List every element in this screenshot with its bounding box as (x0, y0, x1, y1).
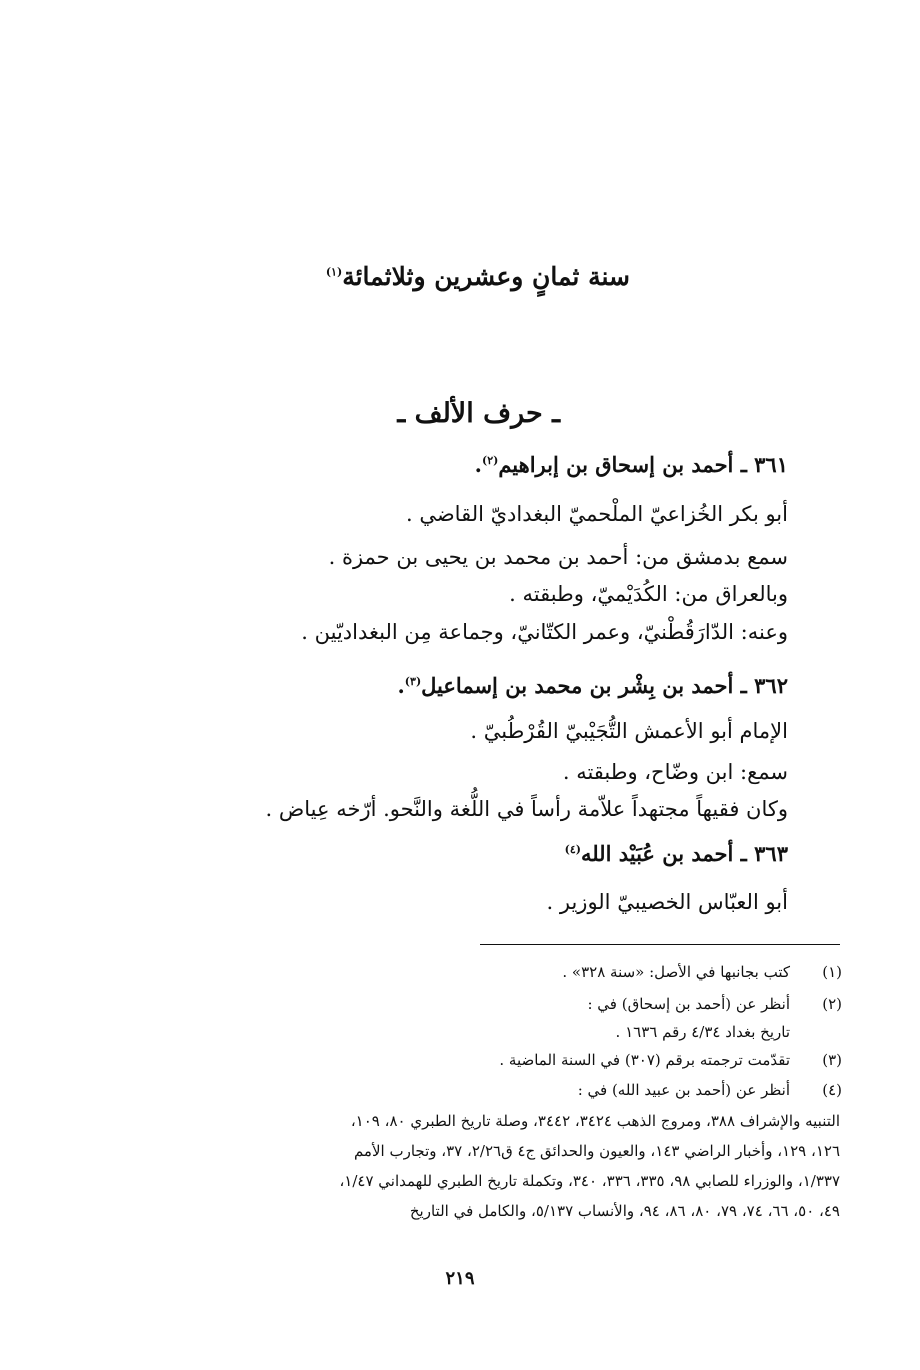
footnote-ref-2: (٢) (481, 454, 499, 467)
entry-362-heading (397, 673, 788, 698)
entry-line: سمع بدمشق من: أحمد بن محمد بن يحيى بن حمزة . (328, 545, 788, 569)
entry-heading-text: ٣٦١ ـ أحمد بن إسحاق بن إبراهيم (498, 452, 788, 477)
section-title: ـ حرف الألف ـ (397, 398, 560, 429)
year-title-text: سنة ثمانٍ وعشرين وثلاثمائة (342, 262, 630, 291)
footnote-line: أنظر عن (أحمد بن عبيد الله) في : (577, 1081, 790, 1099)
footnote-separator (480, 944, 840, 945)
footnote-line: تاريخ بغداد ٤/٣٤ رقم ١٦٣٦ . (615, 1023, 790, 1041)
entry-line: الإمام أبو الأعمش التُّجَيْبيّ القُرْطُبيّ . (470, 719, 788, 743)
entry-line: سمع: ابن وضّاح، وطبقته . (562, 760, 788, 784)
entry-heading-text: ٣٦٣ ـ أحمد بن عُبَيْد الله (580, 841, 788, 866)
entry-line: وعنه: الدّارَقُطْنيّ، وعمر الكتّانيّ، وجماعة مِن البغداديّين . (301, 620, 788, 644)
heading-end: . (397, 673, 405, 698)
footnote-ref-1: (١) (325, 265, 343, 279)
footnote-number: (٣) (822, 1051, 842, 1069)
footnote-ref-3: (٣) (404, 675, 422, 688)
entry-line: وبالعراق من: الكُدَيْميّ، وطبقته . (509, 582, 788, 606)
footnote-line: تقدّمت ترجمته برقم (٣٠٧) في السنة الماضية . (499, 1051, 790, 1069)
footnote-line: ١/٣٣٧، والوزراء للصابي ٩٨، ٣٣٥، ٣٣٦، ٣٤٠، وتكملة تاريخ الطبري للهمداني ١/٤٧، (339, 1172, 840, 1190)
footnote-ref-4: (٤) (564, 843, 581, 856)
footnote-line: كتب بجانبها في الأصل: «سنة ٣٢٨» . (562, 963, 790, 981)
heading-end: . (474, 452, 482, 477)
footnote-line: أنظر عن (أحمد بن إسحاق) في : (587, 995, 790, 1013)
entry-heading-text: ٣٦٢ ـ أحمد بن بِشْر بن محمد بن إسماعيل (421, 673, 788, 698)
footnote-number: (١) (822, 963, 842, 981)
year-title (326, 262, 630, 291)
footnote-number: (٤) (822, 1081, 842, 1099)
footnote-line: التنبيه والإشراف ٣٨٨، ومروج الذهب ٣٤٢٤، ٣٤٤٢، وصلة تاريخ الطبري ٨٠، ١٠٩، (350, 1112, 840, 1130)
entry-line: وكان فقيهاً مجتهداً علاّمة رأساً في اللُّغة والنَّحو. أرّخه عِياض . (265, 797, 788, 821)
entry-line: أبو العبّاس الخصيبيّ الوزير . (546, 890, 788, 914)
footnote-line: ١٢٦، ١٢٩، وأخبار الراضي ١٤٣، والعيون والحدائق ج٤ ق٢/٢٦، ٣٧، وتجارب الأمم (353, 1142, 840, 1160)
footnote-line: ٤٩، ٥٠، ٦٦، ٧٤، ٧٩، ٨٠، ٨٦، ٩٤، والأنساب ٥/١٣٧، والكامل في التاريخ (409, 1202, 840, 1220)
entry-line: أبو بكر الخُزاعيّ الملْحميّ البغداديّ القاضي . (406, 502, 788, 526)
entry-363-heading (565, 841, 788, 866)
footnote-number: (٢) (822, 995, 842, 1013)
page-number: ٢١٩ (445, 1268, 475, 1289)
entry-361-heading (475, 452, 788, 477)
